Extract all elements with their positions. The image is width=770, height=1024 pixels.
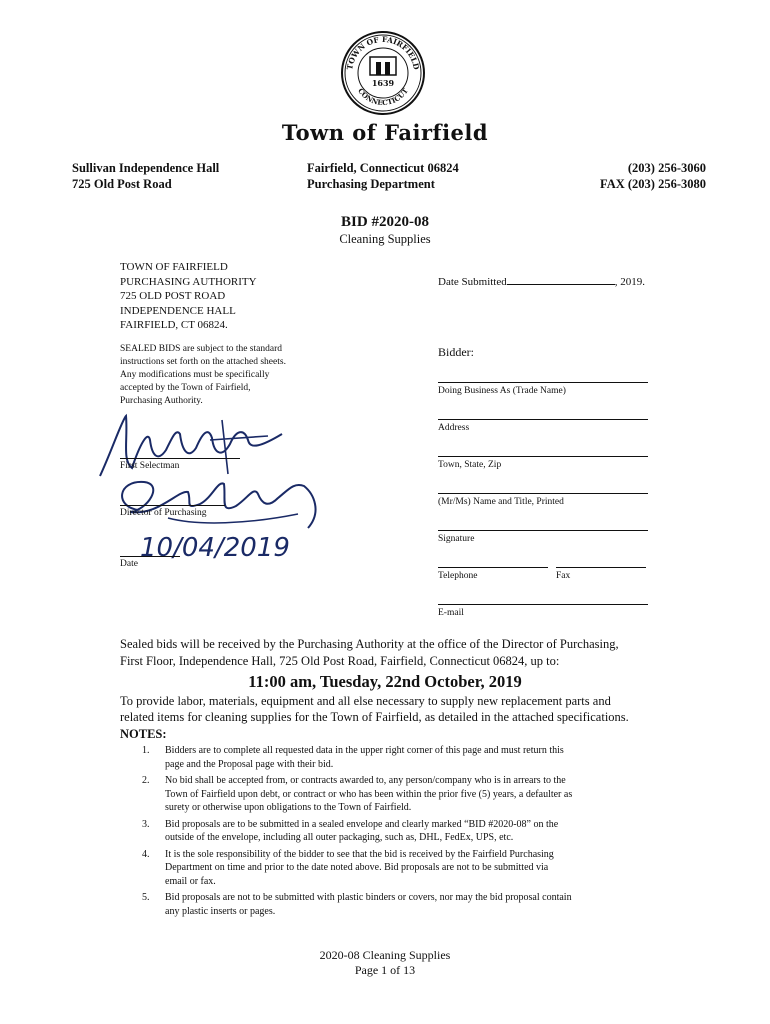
- seal-top-text: TOWN OF FAIRFIELD: [345, 34, 421, 71]
- note-item: [120, 891, 640, 918]
- header-phone: (203) 256-3060: [627, 161, 706, 175]
- svg-text:10/04/2019: 10/04/2019: [140, 533, 290, 563]
- note-line: SEALED BIDS are subject to the standard: [120, 344, 282, 354]
- address-line: FAIRFIELD, CT 06824.: [120, 319, 228, 331]
- email-field[interactable]: E-mail: [438, 604, 648, 618]
- intro-line: First Floor, Independence Hall, 725 Old Post Road, Fairfield, Connecticut 06824, up to:: [120, 654, 560, 668]
- note-number: 5.: [142, 892, 150, 903]
- date-submitted-label: Date Submitted: [438, 276, 507, 288]
- date-submitted: [438, 274, 645, 288]
- note-text: surety or otherwise upon obligations to the Town of Fairfield.: [165, 802, 412, 813]
- note-text: Bid proposals are not to be submitted with plastic binders or covers, nor may the bid proposal contain: [165, 892, 572, 903]
- dba-field[interactable]: Doing Business As (Trade Name): [438, 382, 648, 396]
- address-line: 725 OLD POST ROAD: [120, 290, 226, 302]
- purpose-line: To provide labor, materials, equipment and all else necessary to supply new replacement parts and: [120, 694, 611, 708]
- header-address-block: [72, 160, 219, 192]
- date-label: Date: [120, 556, 180, 569]
- note-text: any plastic inserts or pages.: [165, 905, 276, 917]
- note-text: page and the Proposal page with their bid.: [165, 758, 334, 770]
- sealed-bids-note: [120, 343, 320, 408]
- footer-doc-title: 2020-08 Cleaning Supplies: [319, 948, 451, 962]
- note-text: Bid proposals are to be submitted in a sealed envelope and clearly marked “BID #2020-08” on the: [165, 818, 559, 830]
- svg-text:TOWN OF FAIRFIELD: [345, 35, 421, 71]
- address-line: INDEPENDENCE HALL: [120, 304, 236, 317]
- director-label: Director of Purchasing: [120, 505, 225, 518]
- note-number: 1.: [142, 745, 150, 756]
- town-title: Town of Fairfield: [281, 120, 489, 145]
- header-street: 725 Old Post Road: [72, 177, 172, 191]
- note-line: Any modifications must be specifically: [120, 370, 270, 380]
- svg-text:CONNECTICUT: [356, 86, 410, 107]
- note-text: No bid shall be accepted from, or contracts awarded to, any person/company who is in arrears to the: [165, 775, 566, 786]
- fax-field[interactable]: Fax: [556, 567, 646, 581]
- note-line: instructions set forth on the attached sheets.: [120, 357, 286, 367]
- date-submitted-field[interactable]: [507, 274, 615, 285]
- address-line: TOWN OF FAIRFIELD: [120, 261, 228, 273]
- note-item: [120, 744, 640, 771]
- purchasing-address: [120, 260, 257, 333]
- seal-year: 1639: [371, 78, 395, 88]
- note-text: Town of Fairfield upon debt, or contract or who has been within the prior five (5) years, a defaulter as: [165, 788, 573, 800]
- bid-number: BID #2020-08: [341, 214, 429, 230]
- town-seal: [340, 30, 426, 116]
- director-signature: [108, 470, 330, 534]
- seal-bottom-text: CONNECTICUT: [356, 86, 410, 108]
- header-phone-block: [600, 160, 706, 192]
- note-item: [120, 818, 640, 845]
- note-number: 4.: [142, 848, 150, 860]
- bid-deadline: 11:00 am, Tuesday, 22nd October, 2019: [248, 672, 522, 691]
- note-item: [120, 774, 640, 815]
- header-building: Sullivan Independence Hall: [72, 161, 220, 175]
- intro-line: Sealed bids will be received by the Purchasing Authority at the office of the Director of Purchasing,: [120, 637, 619, 651]
- signature-field[interactable]: Signature: [438, 530, 648, 544]
- note-text: Bidders are to complete all requested data in the upper right corner of this page and must return this: [165, 745, 564, 756]
- page-footer: [0, 948, 770, 978]
- purpose-line: related items for cleaning supplies for the Town of Fairfield, as detailed in the attached specifications.: [120, 710, 629, 724]
- first-selectman-label: First Selectman: [120, 458, 240, 471]
- notes-heading: NOTES:: [120, 727, 167, 741]
- note-item: [120, 848, 640, 889]
- note-line: accepted by the Town of Fairfield,: [120, 383, 251, 393]
- telephone-field[interactable]: Telephone: [438, 567, 548, 581]
- submission-instructions: [120, 636, 650, 670]
- note-number: 2.: [142, 775, 150, 786]
- note-text: email or fax.: [165, 875, 216, 887]
- note-text: Department on time and prior to the date noted above. Bid proposals are not to be submitted via: [165, 862, 549, 873]
- note-line: Purchasing Authority.: [120, 396, 203, 406]
- header-city: Fairfield, Connecticut 06824: [307, 161, 459, 175]
- bidder-label: Bidder:: [438, 345, 474, 359]
- town-state-zip-field[interactable]: Town, State, Zip: [438, 456, 648, 470]
- date-submitted-year: , 2019.: [614, 276, 645, 288]
- header-fax: FAX (203) 256-3080: [600, 177, 706, 191]
- note-text: outside of the envelope, including all outer packaging, such as, DHL, FedEx, UPS, etc.: [165, 832, 514, 843]
- notes-list: [120, 744, 640, 921]
- note-number: 3.: [142, 818, 150, 830]
- header-department: Purchasing Department: [307, 177, 435, 191]
- header-city-block: [307, 160, 459, 192]
- address-line: PURCHASING AUTHORITY: [120, 275, 257, 288]
- name-title-field[interactable]: (Mr/Ms) Name and Title, Printed: [438, 493, 648, 507]
- bid-purpose: [120, 693, 650, 725]
- note-text: It is the sole responsibility of the bidder to see that the bid is received by the Fairfield Purchasing: [165, 848, 554, 860]
- page-number: Page 1 of 13: [354, 963, 416, 977]
- bid-subtitle: Cleaning Supplies: [339, 232, 431, 246]
- address-field[interactable]: Address: [438, 419, 648, 433]
